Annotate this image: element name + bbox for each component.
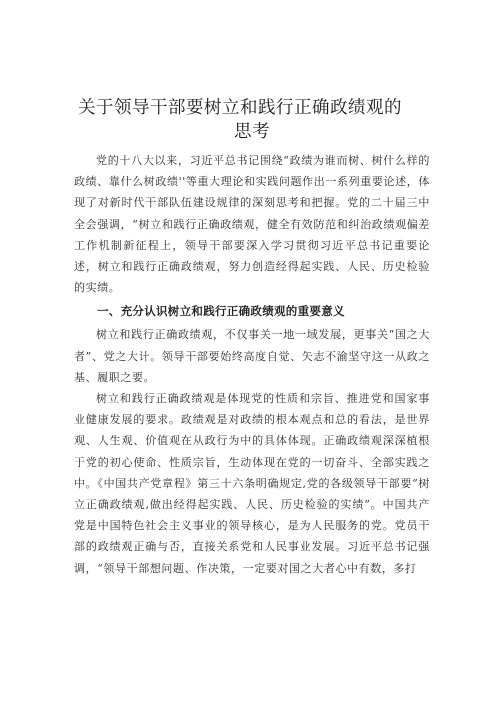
intro-paragraph: 党的十八大以来，习近平总书记围绕“政绩为谁而树、树什么样的政绩、靠什么树政绩''等重大理论和实践问题作出一系列重要论述，体现了对新时代干部队伍建设规律的深刻思考和把握。党的二十届三中全会强调，“树立和践行正确政绩观，健全有效防范和纠治政绩观偏差工作机制新征程上，领导干部要深入学习贯彻习近平总书记重要论述，树立和践行正确政绩观，努力创造经得起实践、人民、历史检验的实绩。 xyxy=(74,154,430,295)
document-title-line-2: 思考 xyxy=(234,122,270,142)
document-body xyxy=(74,150,430,579)
body-paragraph-2: 树立和践行正确政绩观是体现党的性质和宗旨、推进党和国家事业健康发展的要求。政绩观是对政绩的根本观点和总的看法，是世界观、人生观、价值观在从政行为中的具体体现。正确政绩观深深植根于党的初心使命、性质宗旨，生动体现在党的一切奋斗、全部实践之中。《中国共产党章程》第三十六条明确规定,党的各级领导干部要“树立正确政绩观,做出经得起实践、人民、历史检验的实绩”。中国共产党是中国特色社会主义事业的领导核心，是为人民服务的党。党员干部的政绩观正确与否，直接关系党和人民事业发展。习近平总书记强调，“领导干部想问题、作决策，一定要对国之大者心中有数，多打 xyxy=(74,392,430,575)
section-heading-1: 一、充分认识树立和践行正确政绩观的重要意义 xyxy=(97,304,345,319)
body-paragraph-1: 树立和践行正确政绩观，不仅事关一地一域发展，更事关“国之大者”、党之大计。领导干部要始终高度自觉、矢志不渝坚守这一从政之基、履职之要。 xyxy=(74,328,430,384)
document-title-line-1: 关于领导干部要树立和践行正确政绩观的 xyxy=(78,98,402,118)
